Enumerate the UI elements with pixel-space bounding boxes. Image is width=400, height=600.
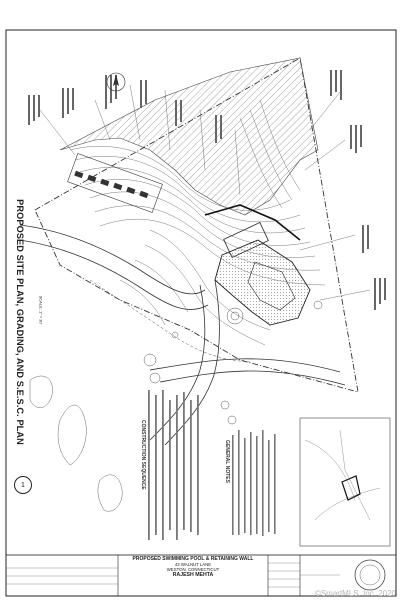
address-line-2: WESTON, CONNECTICUT <box>166 566 220 572</box>
sheet-title <box>8 172 32 472</box>
address-line-1: 43 WALNUT LANE <box>174 561 212 567</box>
planting-areas <box>30 376 122 511</box>
general-notes-heading: GENERAL NOTES <box>224 440 230 483</box>
owner-name: RAJESH MEHTA <box>172 571 214 578</box>
house-footprint <box>215 240 310 325</box>
construction-sequence-heading: CONSTRUCTION SEQUENCE <box>140 420 146 490</box>
retaining-wall <box>205 205 300 240</box>
sheet-number-badge: 1 <box>14 476 32 494</box>
hatched-wetland-area <box>60 58 318 215</box>
engineer-seal <box>355 560 385 590</box>
driveway <box>20 225 345 445</box>
watermark: ©SmartMLS, Inc. 2020 <box>314 589 396 598</box>
general-notes-lines <box>232 430 276 536</box>
project-name: PROPOSED SWIMMING POOL & RETAINING WALL <box>132 556 254 562</box>
title-block <box>118 557 268 587</box>
location-map-inset <box>300 418 390 546</box>
construction-sequence-lines <box>148 390 199 540</box>
sheet-scale-text: SCALE: 1" = 30' <box>38 295 44 325</box>
sheet-title-text: PROPOSED SITE PLAN, GRADING, AND S.E.S.C. PLAN <box>15 199 25 445</box>
sheet-scale <box>36 290 46 330</box>
site-marker <box>342 476 360 500</box>
silt-fence <box>90 280 250 362</box>
